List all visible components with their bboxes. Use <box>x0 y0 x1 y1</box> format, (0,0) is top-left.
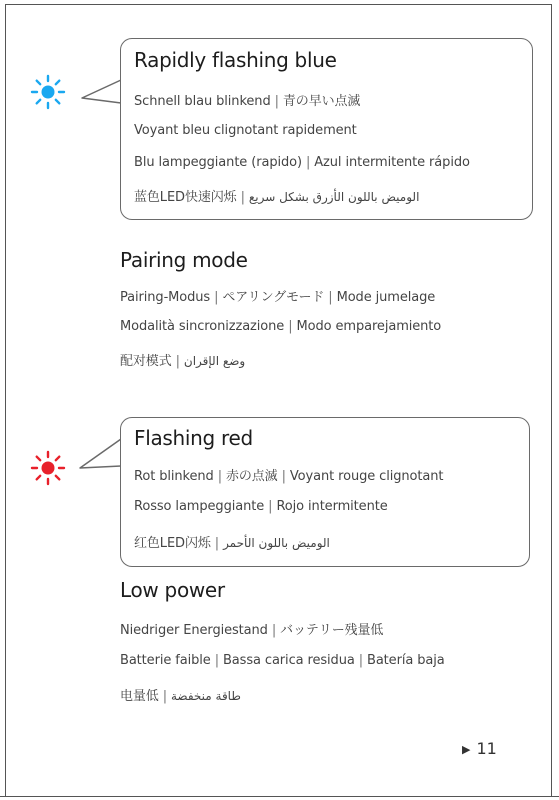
bottom-rule <box>0 796 559 797</box>
status-line: Blu lampeggiante (rapido) | Azul intermitente rápido <box>134 155 470 170</box>
meaning-line: 配对模式 | وضع الإقران <box>120 354 246 369</box>
status-title: Rapidly flashing blue <box>134 48 337 72</box>
page-arrow-icon: ▶ <box>462 743 471 756</box>
callout-pointer-blue <box>70 78 122 108</box>
meaning-line: Modalità sincronizzazione | Modo emparejamiento <box>120 319 442 334</box>
callout-pointer-red <box>70 436 122 476</box>
status-line: Rot blinkend | 赤の点滅 | Voyant rouge clignotant <box>134 469 444 484</box>
status-line: Voyant bleu clignotant rapidement <box>134 123 357 138</box>
status-line: Rosso lampeggiante | Rojo intermitente <box>134 499 388 514</box>
meaning-title: Pairing mode <box>120 248 248 272</box>
meaning-line: Pairing-Modus | ペアリングモード | Mode jumelage <box>120 290 436 305</box>
status-line: 红色LED闪烁 | الوميض باللون الأحمر <box>134 536 330 551</box>
red-led-icon <box>30 450 66 486</box>
page-number: ▶ 11 <box>462 739 497 758</box>
meaning-title: Low power <box>120 578 225 602</box>
meaning-line: 电量低 | طاقة منخفضة <box>120 689 241 704</box>
status-line: Schnell blau blinkend | 青の早い点滅 <box>134 94 361 109</box>
status-title: Flashing red <box>134 426 253 450</box>
meaning-line: Batterie faible | Bassa carica residua | Batería baja <box>120 653 445 668</box>
meaning-line: Niedriger Energiestand | バッテリー残量低 <box>120 623 384 638</box>
status-line: 蓝色LED快速闪烁 | الوميض باللون الأزرق بشكل سريع <box>134 190 420 205</box>
blue-led-icon <box>30 74 66 110</box>
